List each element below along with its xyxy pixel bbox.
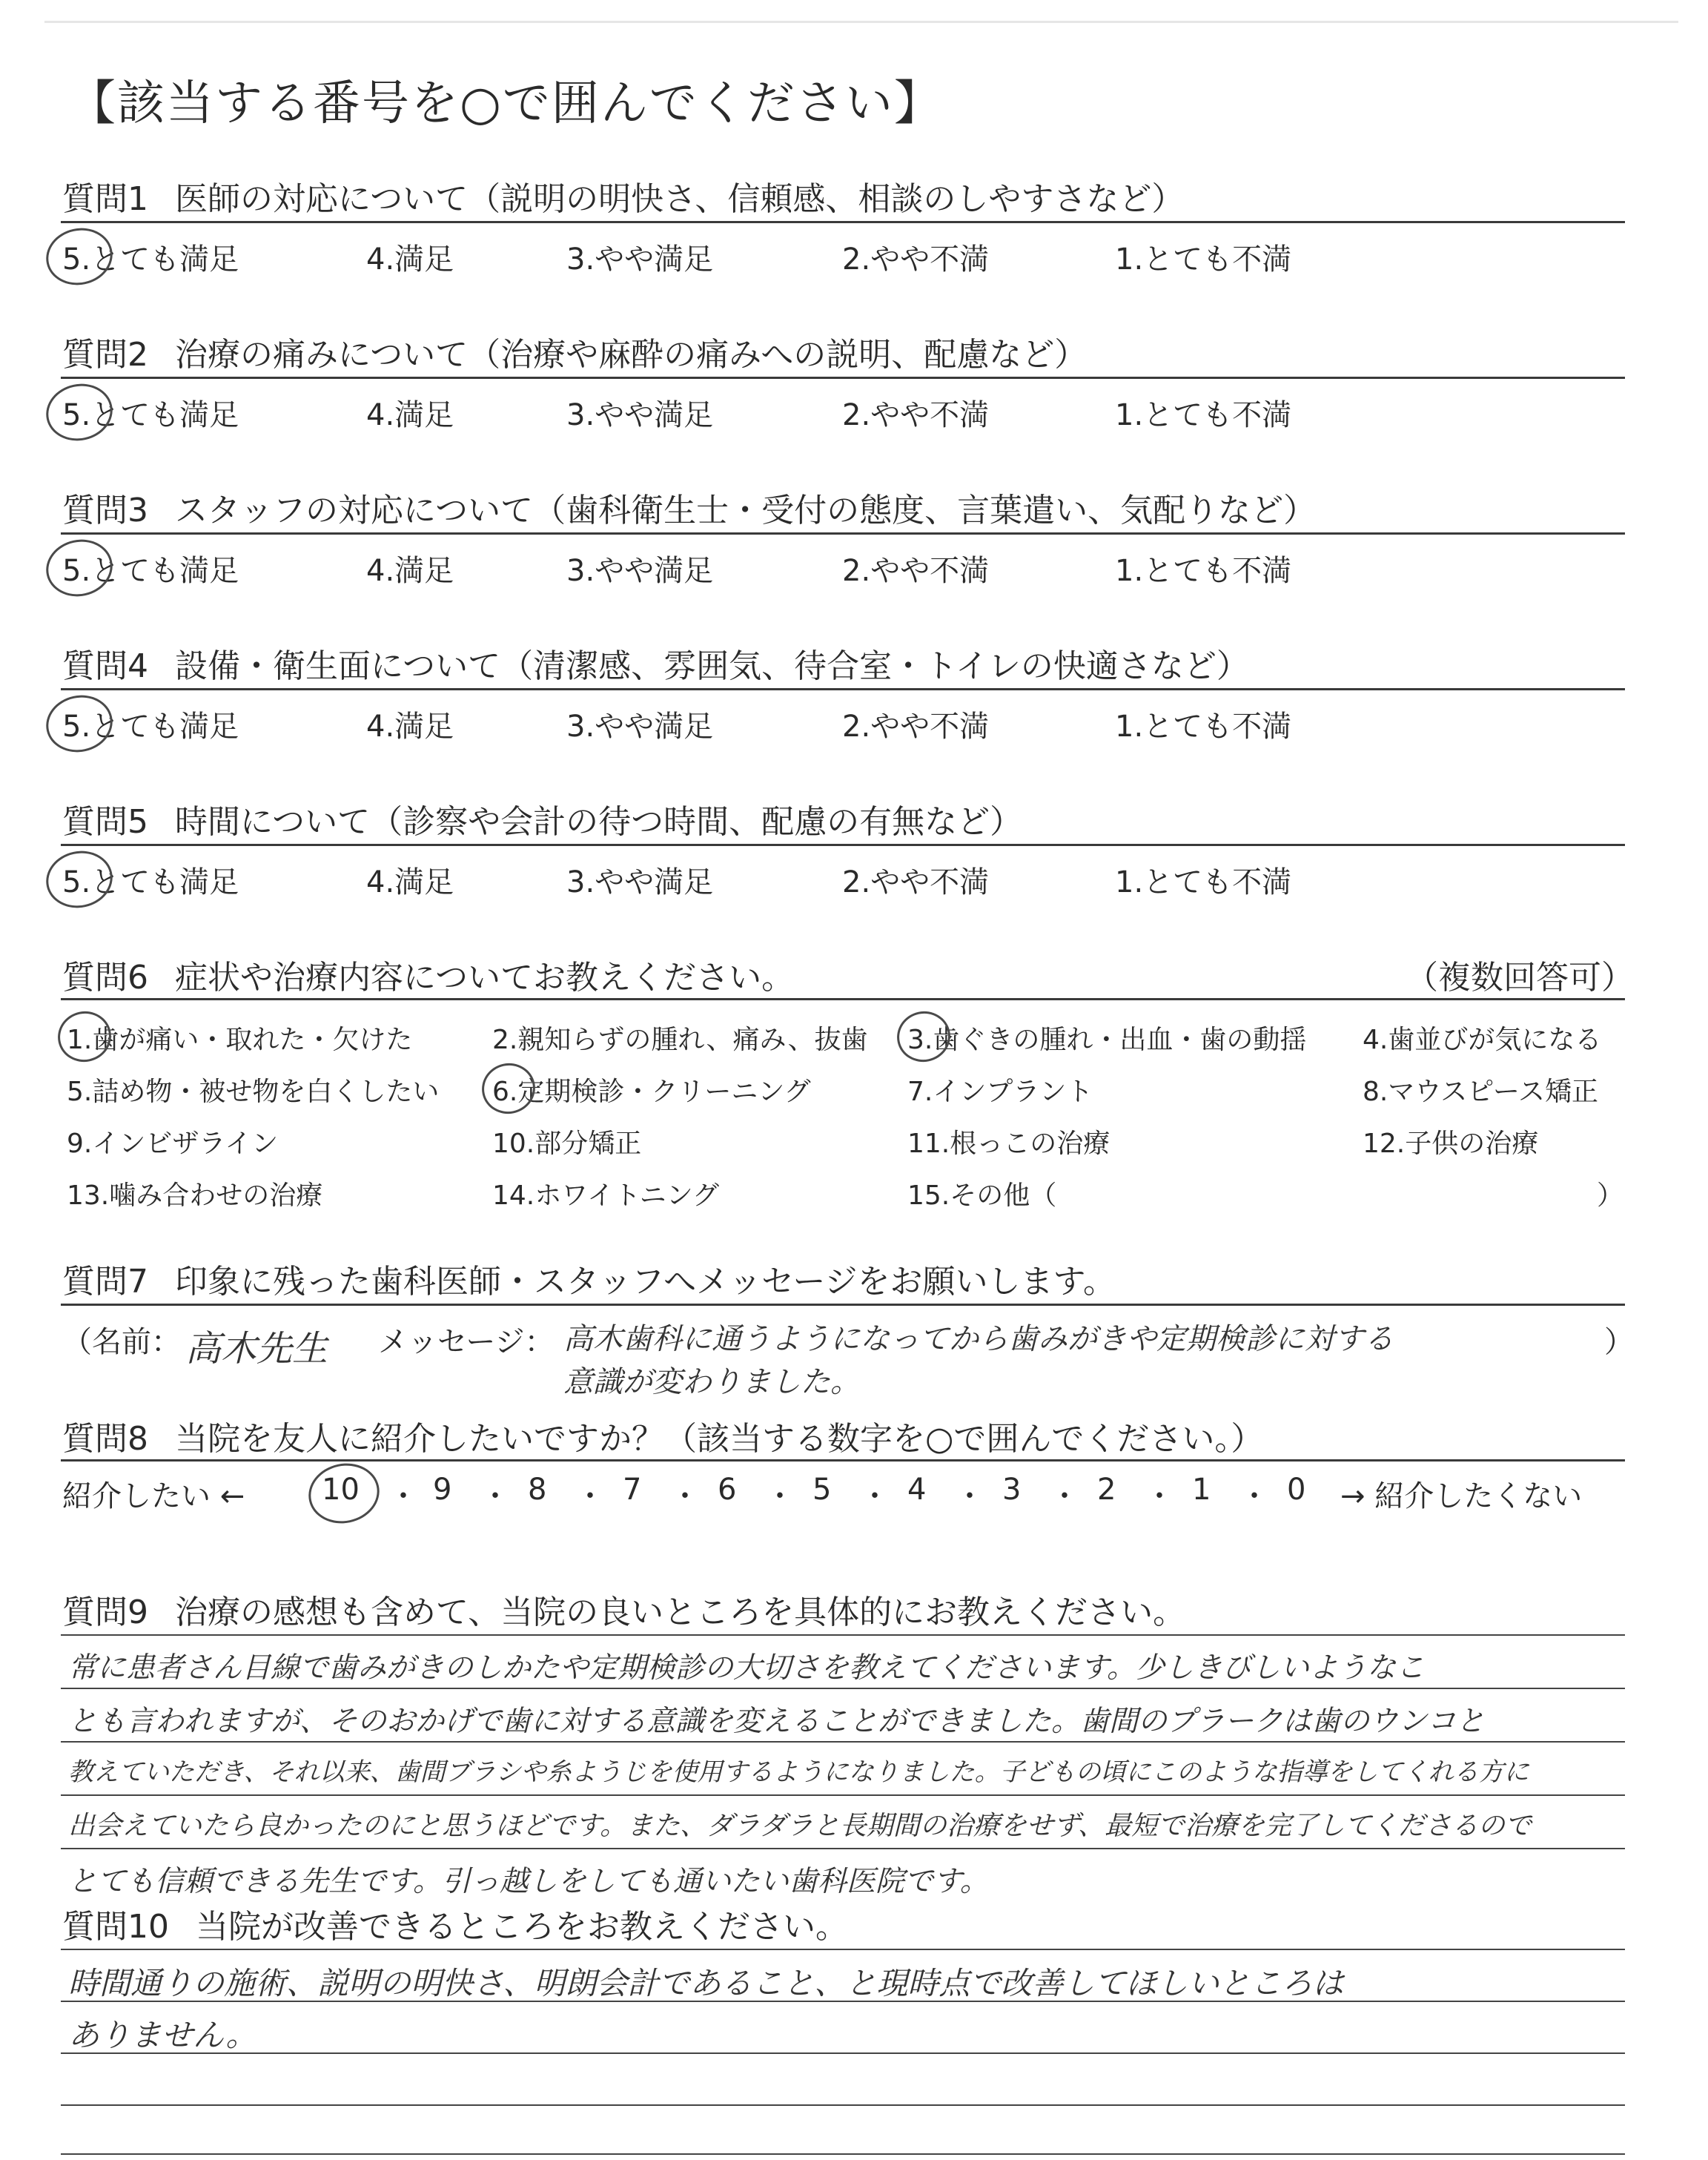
treatment-option-7[interactable]: 7.インプラント bbox=[907, 1077, 1093, 1107]
answer-line bbox=[61, 2104, 1625, 2106]
question-number: 質問6 bbox=[62, 959, 148, 997]
scale-separator: ・ bbox=[670, 1479, 700, 1513]
scale-separator: ・ bbox=[955, 1479, 984, 1513]
scale-0[interactable]: 0 bbox=[1287, 1473, 1306, 1507]
scale-2[interactable]: 2 bbox=[1097, 1473, 1116, 1507]
question-number: 質問9 bbox=[62, 1593, 148, 1631]
answer-text-line[interactable]: 常に患者さん目線で歯みがきのしかたや定期検診の大切さを教えてくださいます。少しきびしいようなこ bbox=[68, 1651, 1425, 1685]
multiple-answer-note: （複数回答可） bbox=[1406, 959, 1634, 997]
question-text: 治療の感想も含めて、当院の良いところを具体的にお教えください。 bbox=[175, 1593, 1186, 1631]
answer-text-line[interactable]: 時間通りの施術、説明の明快さ、明朗会計であること、と現時点で改善してほしいところは bbox=[68, 1965, 1344, 2001]
scale-separator: ・ bbox=[575, 1479, 605, 1513]
scale-8[interactable]: 8 bbox=[528, 1473, 547, 1507]
rating-option-2[interactable]: 2.やや不満 bbox=[842, 865, 990, 899]
scale-separator: ・ bbox=[388, 1479, 418, 1513]
answer-text-line[interactable]: ありません。 bbox=[68, 2017, 257, 2053]
scale-4[interactable]: 4 bbox=[907, 1473, 927, 1507]
scale-separator: ・ bbox=[480, 1479, 510, 1513]
treatment-option-1[interactable]: 1.歯が痛い・取れた・欠けた bbox=[67, 1025, 413, 1055]
rating-option-1[interactable]: 1.とても不満 bbox=[1115, 710, 1292, 744]
treatment-option-5[interactable]: 5.詰め物・被せ物を白くしたい bbox=[67, 1077, 440, 1107]
answer-line bbox=[61, 1949, 1625, 1950]
scale-separator: ・ bbox=[765, 1479, 795, 1513]
treatment-option-13[interactable]: 13.噛み合わせの治療 bbox=[67, 1180, 323, 1211]
treatment-option-11[interactable]: 11.根っこの治療 bbox=[907, 1129, 1110, 1159]
rating-option-4[interactable]: 4.満足 bbox=[366, 398, 454, 432]
divider bbox=[61, 377, 1625, 379]
scale-9[interactable]: 9 bbox=[433, 1473, 452, 1507]
question-title bbox=[62, 1585, 1185, 1633]
scale-1[interactable]: 1 bbox=[1192, 1473, 1211, 1507]
question-text: 医師の対応について（説明の明快さ、信頼感、相談のしやすさなど） bbox=[175, 180, 1185, 218]
question-title bbox=[62, 483, 1316, 531]
question-number: 質問1 bbox=[62, 180, 148, 218]
divider bbox=[61, 221, 1625, 223]
question-title bbox=[62, 1412, 1263, 1459]
question-number: 質問5 bbox=[62, 803, 148, 841]
rating-options bbox=[62, 703, 1619, 747]
question-text: スタッフの対応について（歯科衛生士・受付の態度、言葉遣い、気配りなど） bbox=[175, 492, 1317, 529]
treatment-option-14[interactable]: 14.ホワイトニング bbox=[492, 1180, 720, 1211]
rating-option-4[interactable]: 4.満足 bbox=[366, 242, 454, 277]
question-number: 質問8 bbox=[62, 1420, 148, 1458]
question-title bbox=[62, 795, 1022, 842]
scale-7[interactable]: 7 bbox=[623, 1473, 642, 1507]
divider bbox=[61, 844, 1625, 846]
question-title bbox=[62, 328, 1087, 375]
question-title bbox=[62, 951, 794, 998]
rating-option-1[interactable]: 1.とても不満 bbox=[1115, 398, 1292, 432]
treatment-option-12[interactable]: 12.子供の治療 bbox=[1363, 1129, 1539, 1159]
scale-separator: ・ bbox=[1145, 1479, 1174, 1513]
treatment-options bbox=[62, 1005, 1634, 1228]
scale-10[interactable]: 10 bbox=[322, 1473, 360, 1507]
scale-separator: ・ bbox=[1050, 1479, 1079, 1513]
question-number: 質問4 bbox=[62, 647, 148, 685]
answer-line bbox=[61, 1634, 1625, 1636]
treatment-option-10[interactable]: 10.部分矯正 bbox=[492, 1129, 642, 1159]
message-label: メッセージ： bbox=[378, 1325, 555, 1359]
divider bbox=[61, 1459, 1625, 1462]
question-text: 症状や治療内容についてお教えください。 bbox=[175, 959, 795, 997]
page-title: 【該当する番号を○で囲んでください】 bbox=[68, 76, 943, 131]
message-line-2[interactable]: 意識が変わりました。 bbox=[563, 1365, 860, 1399]
scale-separator: ・ bbox=[1239, 1479, 1269, 1513]
scale-6[interactable]: 6 bbox=[718, 1473, 737, 1507]
treatment-option-9[interactable]: 9.インビザライン bbox=[67, 1129, 279, 1159]
rating-option-2[interactable]: 2.やや不満 bbox=[842, 242, 990, 277]
scale-5[interactable]: 5 bbox=[812, 1473, 832, 1507]
rating-option-2[interactable]: 2.やや不満 bbox=[842, 398, 990, 432]
rating-option-5[interactable]: 5.とても満足 bbox=[62, 710, 239, 744]
divider bbox=[61, 688, 1625, 690]
rating-option-4[interactable]: 4.満足 bbox=[366, 554, 454, 588]
rating-option-5[interactable]: 5.とても満足 bbox=[62, 554, 239, 588]
recommend-scale bbox=[62, 1473, 1619, 1517]
answer-line bbox=[61, 2052, 1625, 2054]
rating-option-4[interactable]: 4.満足 bbox=[366, 865, 454, 899]
question-number: 質問3 bbox=[62, 492, 148, 529]
message-line-1[interactable]: 高木歯科に通うようになってから歯みがきや定期検診に対する bbox=[563, 1322, 1394, 1356]
treatment-option-2[interactable]: 2.親知らずの腫れ、痛み、抜歯 bbox=[492, 1025, 868, 1055]
answer-line bbox=[61, 2001, 1625, 2002]
answer-line bbox=[61, 1741, 1625, 1743]
answer-text-line[interactable]: 教えていただき、それ以来、歯間ブラシや糸ようじを使用するようになりました。子どもの頃にこのような指導をしてくれる方に bbox=[68, 1757, 1529, 1787]
scale-left-label: 紹介したい ← bbox=[62, 1479, 245, 1513]
rating-option-4[interactable]: 4.満足 bbox=[366, 710, 454, 744]
scale-separator: ・ bbox=[860, 1479, 890, 1513]
answer-line bbox=[61, 1794, 1625, 1796]
top-border bbox=[44, 21, 1678, 23]
rating-option-2[interactable]: 2.やや不満 bbox=[842, 554, 990, 588]
question-text: 当院が改善できるところをお教えください。 bbox=[196, 1908, 848, 1946]
rating-option-3[interactable]: 3.やや満足 bbox=[566, 710, 714, 744]
question-title bbox=[62, 172, 1184, 219]
answer-line bbox=[61, 1688, 1625, 1689]
treatment-option-4[interactable]: 4.歯並びが気になる bbox=[1363, 1025, 1602, 1055]
rating-option-2[interactable]: 2.やや不満 bbox=[842, 710, 990, 744]
rating-option-3[interactable]: 3.やや満足 bbox=[566, 242, 714, 277]
other-close-paren: ） bbox=[1597, 1180, 1624, 1211]
rating-option-3[interactable]: 3.やや満足 bbox=[566, 554, 714, 588]
rating-option-3[interactable]: 3.やや満足 bbox=[566, 865, 714, 899]
treatment-option-15[interactable]: 15.その他（ bbox=[907, 1180, 1057, 1211]
treatment-option-6[interactable]: 6.定期検診・クリーニング bbox=[492, 1077, 811, 1107]
divider bbox=[61, 998, 1625, 1000]
rating-option-5[interactable]: 5.とても満足 bbox=[62, 242, 239, 277]
rating-options bbox=[62, 392, 1619, 436]
question-number: 質問10 bbox=[62, 1908, 169, 1946]
rating-options bbox=[62, 547, 1619, 592]
name-label: （名前： bbox=[62, 1325, 181, 1359]
question-text: 設備・衛生面について（清潔感、雰囲気、待合室・トイレの快適さなど） bbox=[175, 647, 1249, 685]
answer-line bbox=[61, 2153, 1625, 2155]
rating-option-1[interactable]: 1.とても不満 bbox=[1115, 865, 1292, 899]
scale-right-label: → 紹介したくない bbox=[1340, 1479, 1583, 1513]
answer-text-line[interactable]: 出会えていたら良かったのにと思うほどです。また、ダラダラと長期間の治療をせず、最短で治療を完了してくださるので bbox=[68, 1811, 1532, 1841]
name-value[interactable]: 高木先生 bbox=[185, 1328, 328, 1370]
question-text: 印象に残った歯科医師・スタッフへメッセージをお願いします。 bbox=[175, 1263, 1116, 1301]
question-text: 治療の痛みについて（治療や麻酔の痛みへの説明、配慮など） bbox=[175, 336, 1088, 374]
rating-options bbox=[62, 236, 1619, 280]
question-title bbox=[62, 1900, 848, 1947]
divider bbox=[61, 1304, 1625, 1306]
divider bbox=[61, 532, 1625, 535]
question-number: 質問2 bbox=[62, 336, 148, 374]
rating-option-1[interactable]: 1.とても不満 bbox=[1115, 242, 1292, 277]
scale-3[interactable]: 3 bbox=[1002, 1473, 1022, 1507]
question-number: 質問7 bbox=[62, 1263, 148, 1301]
question-title bbox=[62, 1255, 1116, 1302]
message-close: ） bbox=[1604, 1325, 1634, 1359]
rating-options bbox=[62, 859, 1619, 903]
treatment-option-8[interactable]: 8.マウスピース矯正 bbox=[1363, 1077, 1599, 1107]
rating-option-3[interactable]: 3.やや満足 bbox=[566, 398, 714, 432]
answer-line bbox=[61, 1848, 1625, 1849]
question-text: 当院を友人に紹介したいですか？（該当する数字を○で囲んでください。） bbox=[175, 1420, 1264, 1458]
answer-text-line[interactable]: とても信頼できる先生です。引っ越しをしても通いたい歯科医院です。 bbox=[68, 1865, 989, 1898]
rating-option-5[interactable]: 5.とても満足 bbox=[62, 398, 239, 432]
rating-option-1[interactable]: 1.とても不満 bbox=[1115, 554, 1292, 588]
answer-text-line[interactable]: とも言われますが、そのおかげで歯に対する意識を変えることができました。歯間のプラークは歯のウンコと bbox=[68, 1705, 1486, 1738]
rating-option-5[interactable]: 5.とても満足 bbox=[62, 865, 239, 899]
treatment-option-3[interactable]: 3.歯ぐきの腫れ・出血・歯の動揺 bbox=[907, 1025, 1307, 1055]
question-title bbox=[62, 639, 1249, 687]
question-text: 時間について（診察や会計の待つ時間、配慮の有無など） bbox=[175, 803, 1023, 841]
